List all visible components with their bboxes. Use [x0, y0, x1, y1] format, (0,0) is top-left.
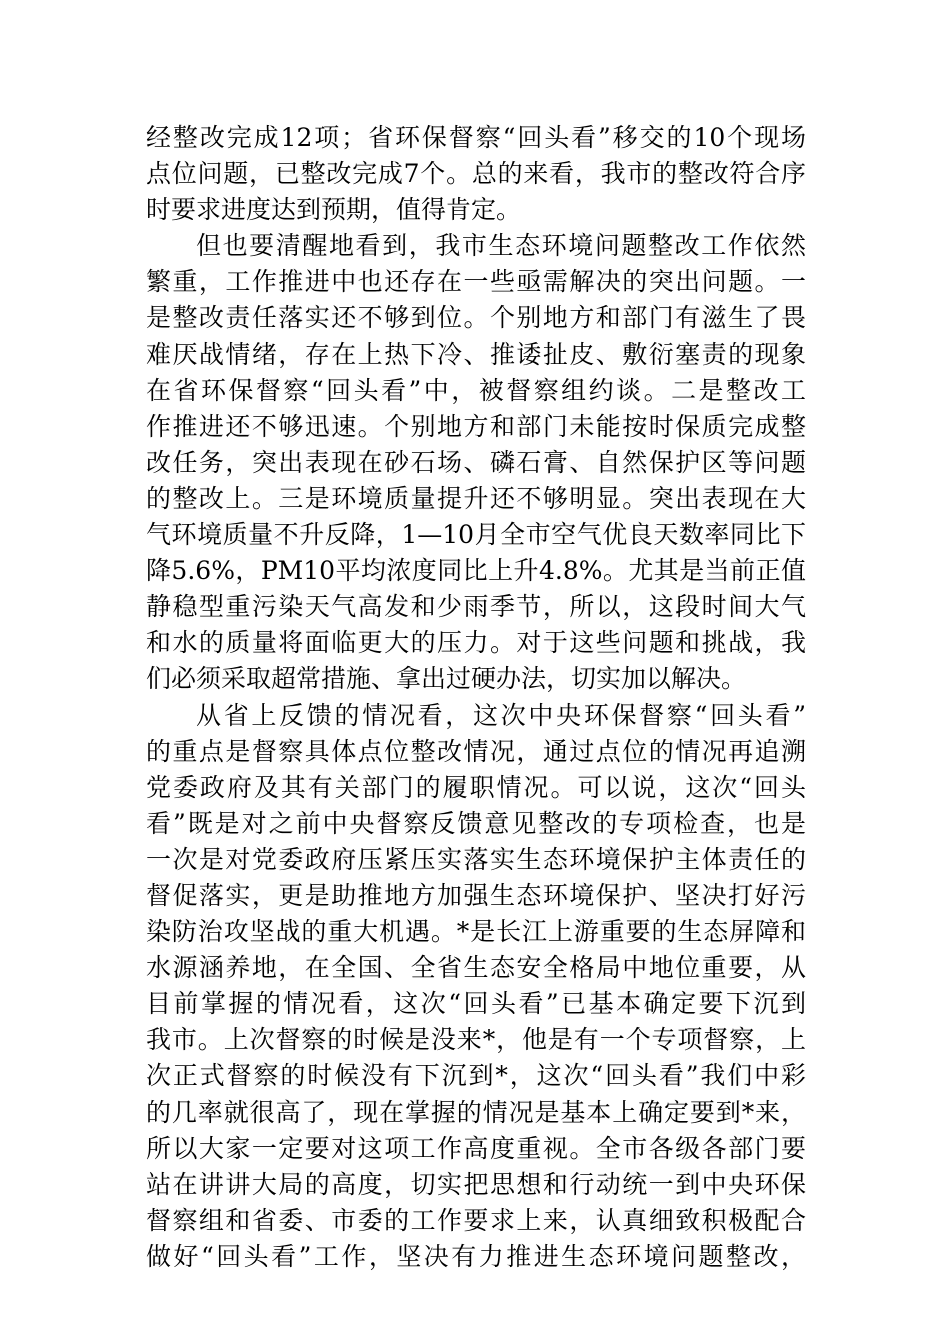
- text-line: 们必须采取超常措施、拿出过硬办法，切实加以解决。: [146, 664, 747, 694]
- text-line: 的重点是督察具体点位整改情况，通过点位的情况再追溯: [146, 736, 806, 766]
- text-line: 的几率就很高了，现在掌握的情况是基本上确定要到*来，: [146, 1097, 806, 1127]
- body-text: [146, 120, 806, 1275]
- text-line: 督察组和省委、市委的工作要求上来，认真细致积极配合: [146, 1205, 806, 1235]
- text-line: 难厌战情绪，存在上热下冷、推诿扯皮、敷衍塞责的现象: [146, 339, 806, 369]
- text-line: 在省环保督察“回头看”中，被督察组约谈。二是整改工: [146, 375, 806, 405]
- text-line: 次正式督察的时候没有下沉到*，这次“回头看”我们中彩: [146, 1061, 806, 1091]
- text-line: 水源涵养地，在全国、全省生态安全格局中地位重要，从: [146, 953, 806, 983]
- text-line: 看”既是对之前中央督察反馈意见整改的专项检查，也是: [146, 808, 806, 838]
- text-line: 做好“回头看”工作，坚决有力推进生态环境问题整改，: [146, 1241, 806, 1271]
- paragraph-first-line: 从省上反馈的情况看，这次中央环保督察“回头看”: [196, 700, 806, 730]
- text-line: 染防治攻坚战的重大机遇。*是长江上游重要的生态屏障和: [146, 917, 806, 947]
- text-line: 和水的质量将面临更大的压力。对于这些问题和挑战，我: [146, 628, 806, 658]
- text-line: 静稳型重污染天气高发和少雨季节，所以，这段时间大气: [146, 592, 806, 622]
- text-line: 经整改完成12项；省环保督察“回头看”移交的10个现场: [146, 123, 806, 152]
- text-line: 改任务，突出表现在砂石场、磷石膏、自然保护区等问题: [146, 447, 806, 477]
- text-line: 党委政府及其有关部门的履职情况。可以说，这次“回头: [146, 772, 806, 802]
- text-line: 是整改责任落实还不够到位。个别地方和部门有滋生了畏: [146, 303, 806, 333]
- text-line: 降5.6%，PM10平均浓度同比上升4.8%。尤其是当前正值: [146, 556, 806, 586]
- text-line: 时要求进度达到预期，值得肯定。: [146, 195, 522, 225]
- text-line: 目前掌握的情况看，这次“回头看”已基本确定要下沉到: [146, 989, 806, 1019]
- text-line: 一次是对党委政府压紧压实落实生态环境保护主体责任的: [146, 844, 806, 874]
- text-line: 点位问题，已整改完成7个。总的来看，我市的整改符合序: [146, 159, 806, 189]
- text-line: 的整改上。三是环境质量提升还不够明显。突出表现在大: [146, 483, 806, 513]
- text-line: 繁重，工作推进中也还存在一些亟需解决的突出问题。一: [146, 267, 806, 297]
- text-line: 所以大家一定要对这项工作高度重视。全市各级各部门要: [146, 1133, 806, 1163]
- text-line: 作推进还不够迅速。个别地方和部门未能按时保质完成整: [146, 411, 806, 441]
- paragraph-first-line: 但也要清醒地看到，我市生态环境问题整改工作依然: [196, 231, 806, 261]
- text-line: 站在讲讲大局的高度，切实把思想和行动统一到中央环保: [146, 1169, 806, 1199]
- text-line: 督促落实，更是助推地方加强生态环境保护、坚决打好污: [146, 880, 806, 910]
- text-line: 我市。上次督察的时候是没来*，他是有一个专项督察，上: [146, 1025, 806, 1055]
- text-line: 气环境质量不升反降，1—10月全市空气优良天数率同比下: [146, 520, 806, 550]
